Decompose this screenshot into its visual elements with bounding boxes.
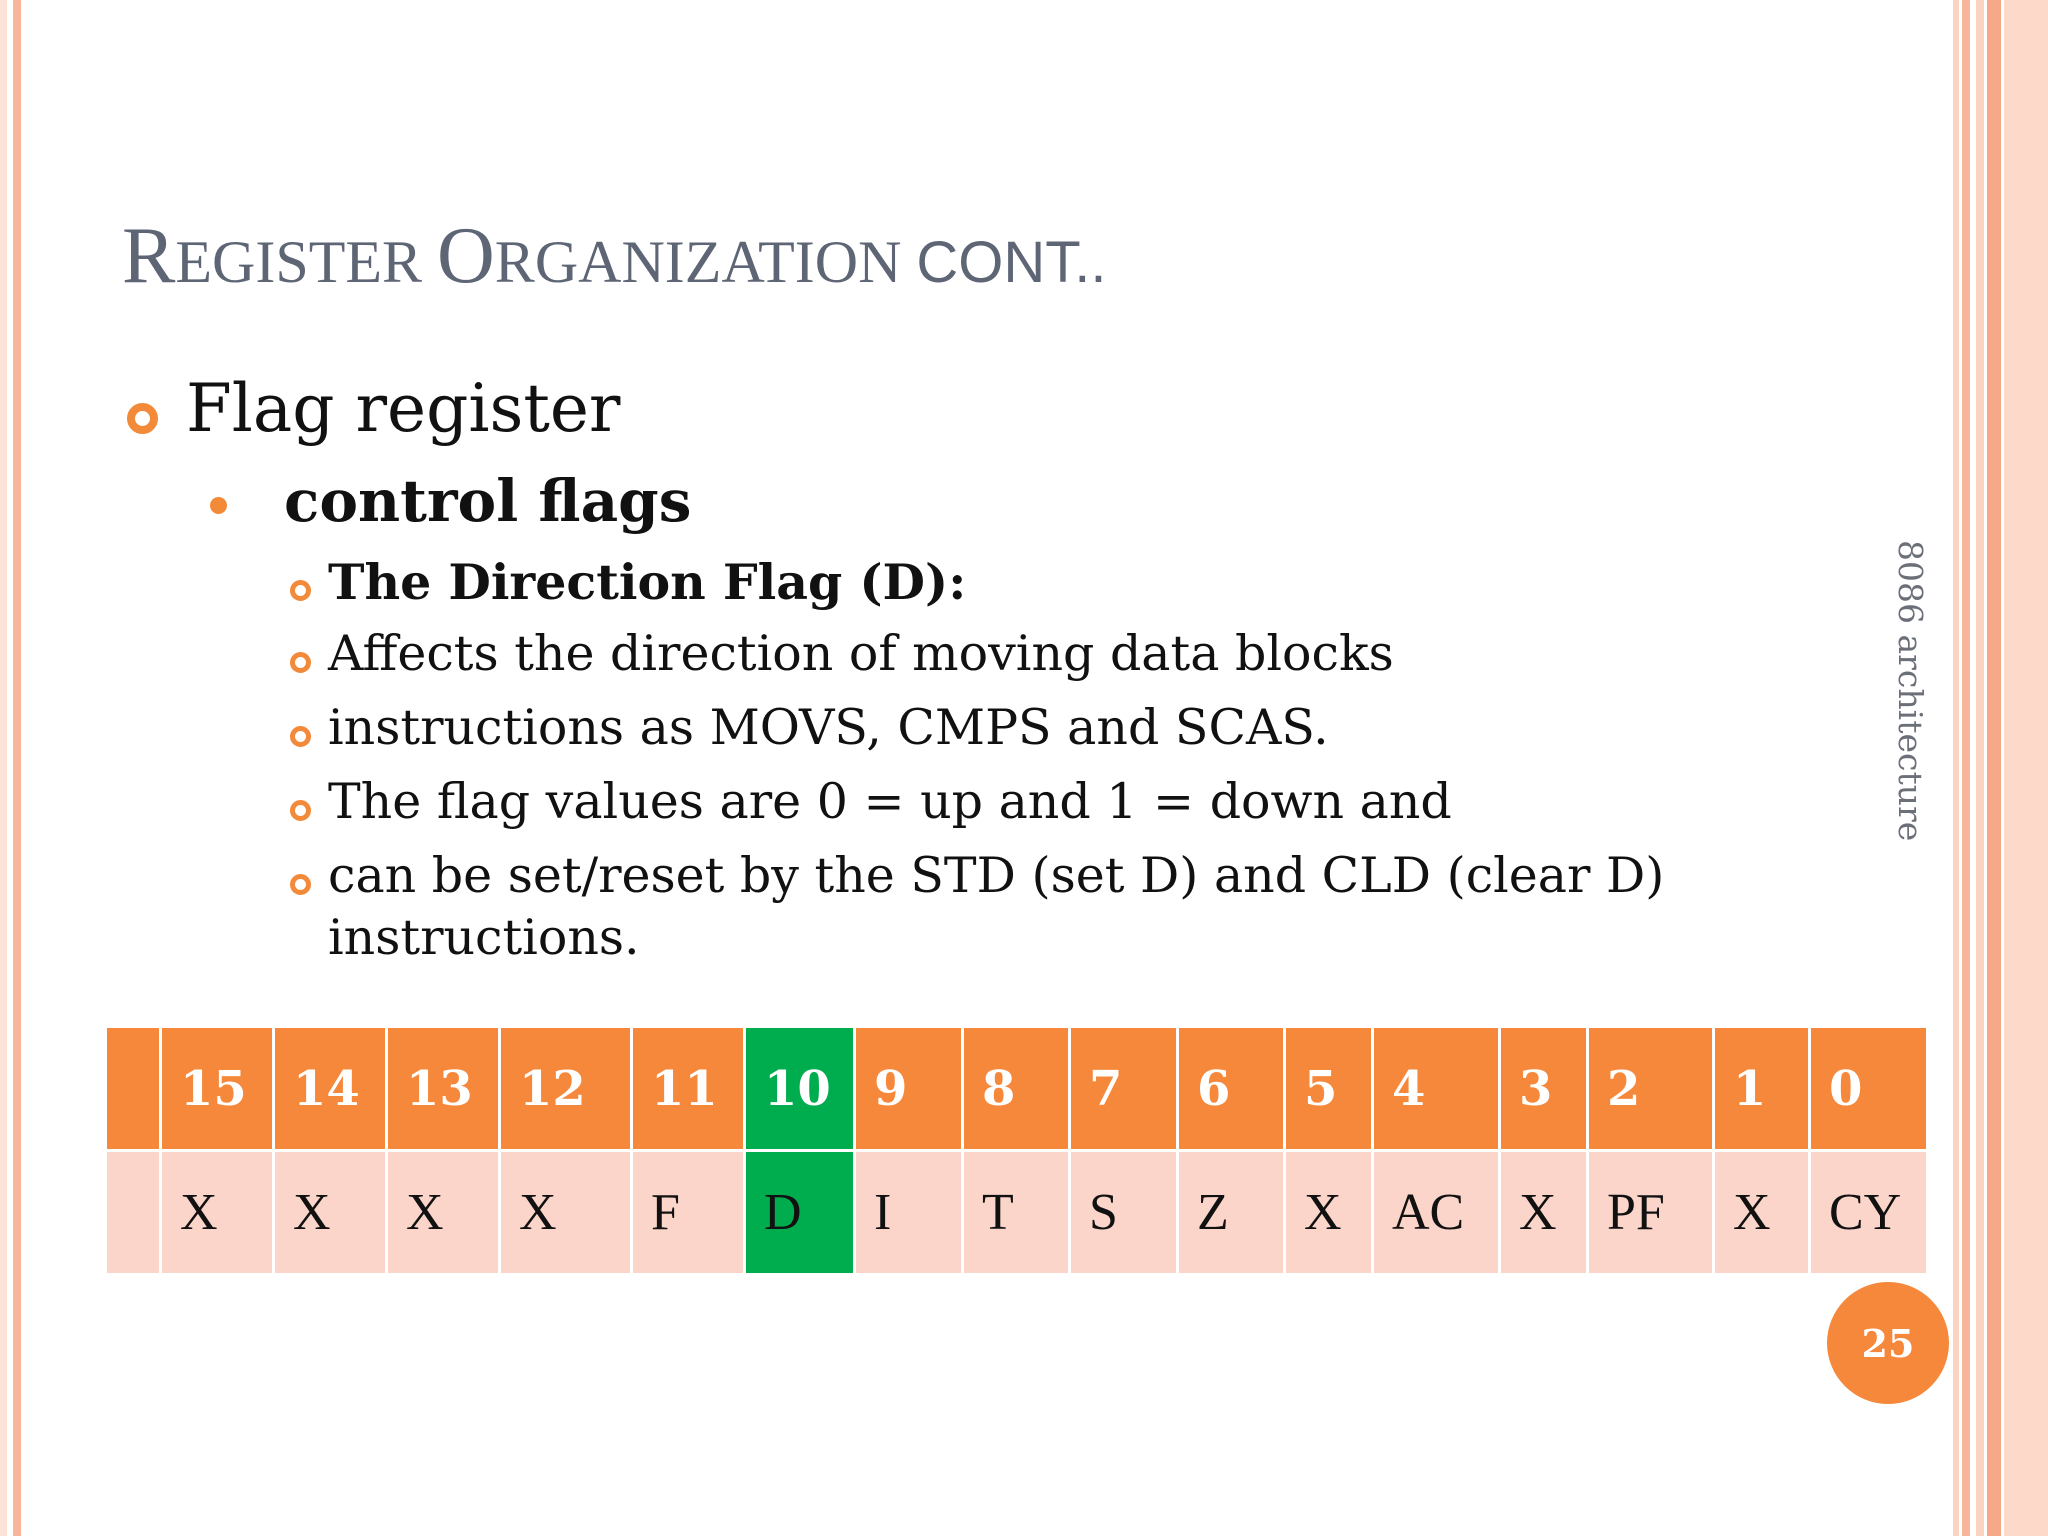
bit-cell: 0 (1810, 1027, 1928, 1151)
bullet-instructions: instructions as MOVS, CMPS and SCAS. (328, 699, 1329, 756)
title-part: CONT.. (916, 230, 1107, 295)
flag-cell: CY (1810, 1151, 1928, 1275)
page-number-badge: 25 (1827, 1282, 1949, 1404)
bit-cell: 5 (1285, 1027, 1373, 1151)
title-part: RGANIZATION (494, 229, 917, 295)
bit-cell: 6 (1178, 1027, 1285, 1151)
left-border-stripe (13, 0, 21, 1536)
bit-cell (106, 1027, 161, 1151)
title-part: EGISTER (175, 229, 438, 295)
bit-cell: 1 (1714, 1027, 1810, 1151)
ring-bullet-icon (127, 403, 158, 434)
bullet-set-reset: can be set/reset by the STD (set D) and CLD (clear D) (328, 847, 1665, 904)
bullet-direction-flag: The Direction Flag (D): (328, 553, 967, 611)
bit-cell: 11 (632, 1027, 745, 1151)
bit-cell: 9 (855, 1027, 963, 1151)
bullet-set-reset-continuation: instructions. (328, 909, 640, 966)
right-border-stripe (1987, 0, 2001, 1536)
right-border-stripe (1962, 0, 1970, 1536)
ring-bullet-icon (290, 800, 311, 821)
bullet-control-flags: control flags (284, 467, 692, 535)
flag-cell: S (1070, 1151, 1178, 1275)
bit-cell: 13 (387, 1027, 500, 1151)
bit-cell: 3 (1500, 1027, 1588, 1151)
bit-cell-highlighted: 10 (745, 1027, 855, 1151)
ring-bullet-icon (290, 726, 311, 747)
flag-register-table (104, 1025, 1929, 1276)
bit-cell: 14 (274, 1027, 387, 1151)
ring-bullet-icon (290, 580, 311, 601)
dot-bullet-icon (210, 497, 227, 514)
bit-cell: 8 (963, 1027, 1070, 1151)
flag-cell: F (632, 1151, 745, 1275)
flag-cell-highlighted: D (745, 1151, 855, 1275)
flag-cell: X (274, 1151, 387, 1275)
bit-number-row (106, 1027, 1928, 1151)
bit-cell: 15 (161, 1027, 274, 1151)
bit-cell: 12 (500, 1027, 632, 1151)
slide-title (122, 212, 1107, 300)
flag-cell (106, 1151, 161, 1275)
flag-cell: AC (1373, 1151, 1500, 1275)
left-border-stripe (0, 0, 7, 1536)
flag-cell: PF (1588, 1151, 1714, 1275)
flag-cell: X (161, 1151, 274, 1275)
bullet-affects-direction: Affects the direction of moving data blocks (328, 625, 1394, 682)
bit-cell: 2 (1588, 1027, 1714, 1151)
flag-cell: X (387, 1151, 500, 1275)
flag-cell: Z (1178, 1151, 1285, 1275)
flag-cell: T (963, 1151, 1070, 1275)
flag-cell: I (855, 1151, 963, 1275)
title-part: O (437, 212, 495, 300)
flag-cell: X (1500, 1151, 1588, 1275)
right-border-stripe (1953, 0, 1959, 1536)
title-part: R (122, 212, 176, 300)
ring-bullet-icon (290, 652, 311, 673)
flag-name-row (106, 1151, 1928, 1275)
flag-cell: X (1285, 1151, 1373, 1275)
bullet-flag-values: The flag values are 0 = up and 1 = down and (328, 773, 1452, 830)
right-border-stripe (2004, 0, 2048, 1536)
bit-cell: 4 (1373, 1027, 1500, 1151)
bit-cell: 7 (1070, 1027, 1178, 1151)
flag-cell: X (500, 1151, 632, 1275)
flag-cell: X (1714, 1151, 1810, 1275)
bullet-flag-register: Flag register (186, 370, 621, 447)
ring-bullet-icon (290, 874, 311, 895)
right-border-stripe (1976, 0, 1984, 1536)
side-label: 8086 architecture (1891, 540, 1930, 842)
